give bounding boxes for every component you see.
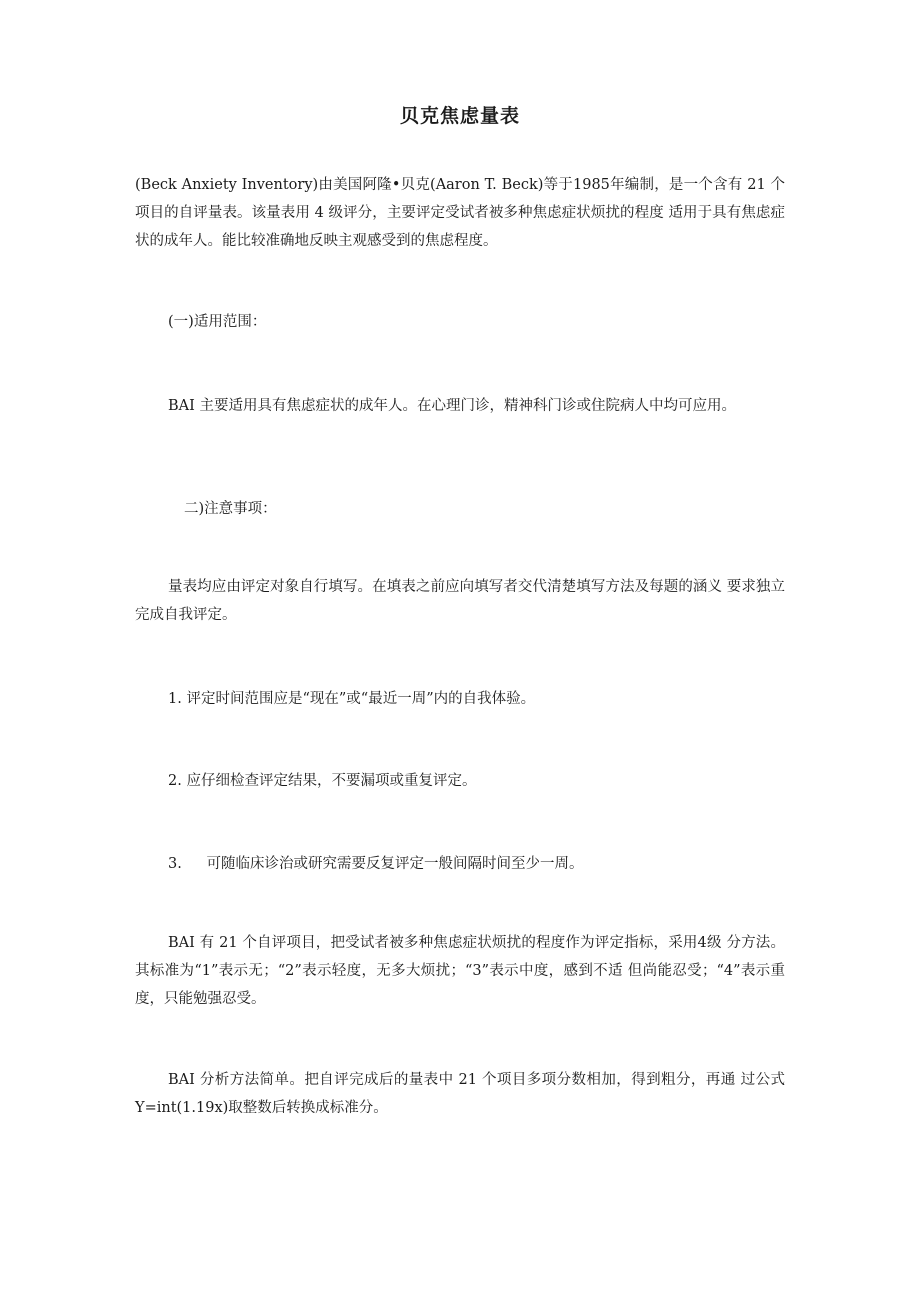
list-item-number: 1.: [168, 691, 182, 707]
list-item: [168, 767, 476, 795]
scoring-paragraph: BAI 有 21 个自评项目，把受试者被多种焦虑症状烦扰的程度作为评定指标，采用4级 分方法。其标准为“1”表示无；“2”表示轻度，无多大烦扰；“3”表示中度，感到不适 但尚能忍受；“4”表示重度，只能勉强忍受。: [135, 935, 785, 1007]
scope-paragraph: BAI 主要适用具有焦虑症状的成年人。在心理门诊，精神科门诊或住院病人中均可应用。: [168, 398, 736, 414]
list-item: [168, 850, 583, 878]
document-title: 贝克焦虑量表: [399, 105, 520, 127]
list-item-number: 3.: [168, 856, 182, 872]
analysis-paragraph: BAI 分析方法简单。把自评完成后的量表中 21 个项目多项分数相加，得到粗分，再通 过公式Y=int(1.19x)取整数后转换成标准分。: [135, 1072, 785, 1116]
list-item-number: 2.: [168, 773, 182, 789]
list-item-text: 应仔细检查评定结果，不要漏项或重复评定。: [186, 773, 477, 789]
section-heading-notes: 二)注意事项：: [184, 501, 277, 517]
list-item: [168, 685, 535, 713]
list-item-text: 评定时间范围应是“现在”或“最近一周”内的自我体验。: [186, 691, 536, 707]
notes-paragraph: 量表均应由评定对象自行填写。在填表之前应向填写者交代清楚填写方法及每题的涵义 要求独立完成自我评定。: [135, 579, 785, 623]
intro-paragraph: (Beck Anxiety Inventory)由美国阿隆•贝克(Aaron T. Beck)等于1985年编制，是一个含有 21 个项目的自评量表。该量表用 4 级评分，主要评定受试者被多种焦虑症状烦扰的程度 适用于具有焦虑症状的成年人。能比较准确地反映主观感受到的焦虑程度。: [135, 177, 785, 249]
section-heading-scope: (一)适用范围：: [168, 314, 267, 330]
list-item-text: 可随临床诊治或研究需要反复评定一般间隔时间至少一周。: [206, 856, 584, 872]
